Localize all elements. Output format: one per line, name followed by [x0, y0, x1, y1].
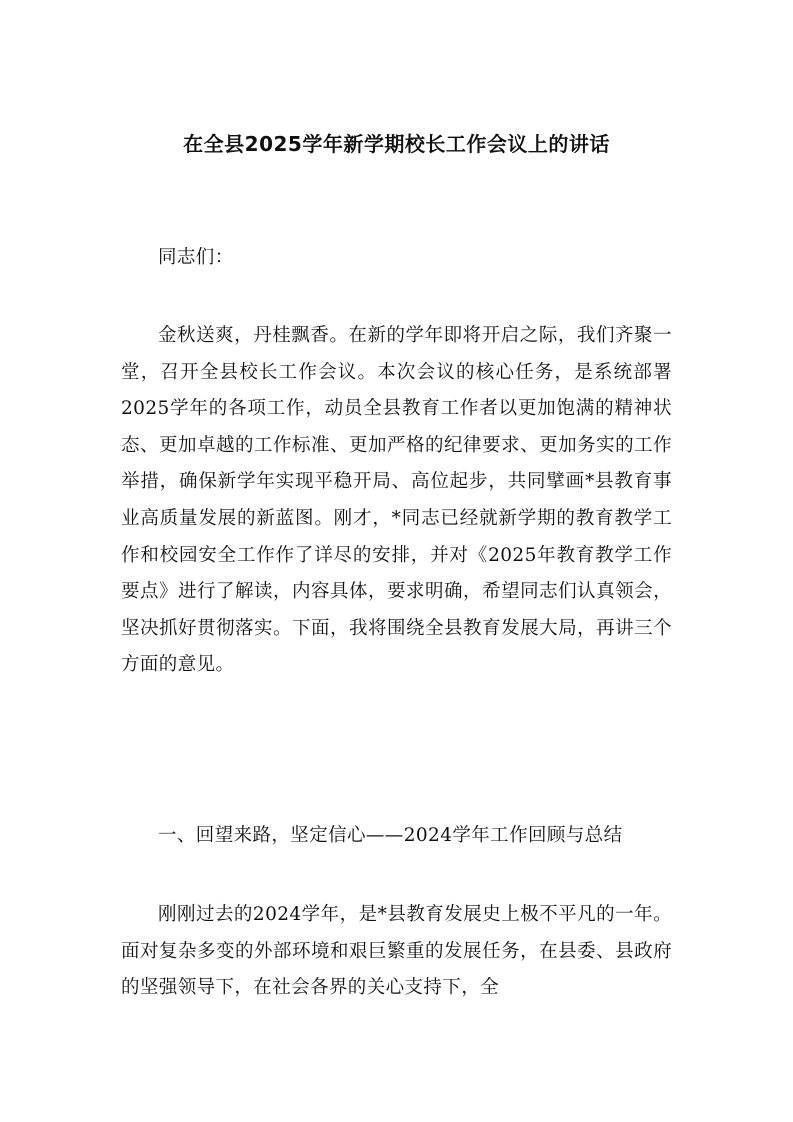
greeting-block	[121, 240, 672, 277]
paragraph-block-2	[121, 897, 672, 1007]
greeting-text: 同志们：	[158, 247, 234, 268]
section-heading-block-1	[121, 818, 672, 855]
paragraph-2: 刚刚过去的2024学年，是*县教育发展史上极不平凡的一年。面对复杂多变的外部环境和艰巨繁重的发展任务，在县委、县政府的坚强领导下，在社会各界的关心支持下，全	[121, 904, 672, 999]
paragraph-1: 金秋送爽，丹桂飘香。在新的学年即将开启之际，我们齐聚一堂，召开全县校长工作会议。本次会议的核心任务，是系统部署2025学年的各项工作，动员全县教育工作者以更加饱满的精神状态、更加卓越的工作标准、更加严格的纪律要求、更加务实的工作举措，确保新学年实现平稳开局、高位起步，共同擘画*县教育事业高质量发展的新蓝图。刚才，*同志已经就新学期的教育教学工作和校园安全工作作了详尽的安排，并对《2025年教育教学工作要点》进行了解读，内容具体，要求明确，希望同志们认真领会，坚决抓好贯彻落实。下面，我将围绕全县教育发展大局，再讲三个方面的意见。	[121, 325, 672, 676]
section-heading-1: 一、回望来路，坚定信心——2024学年工作回顾与总结	[158, 825, 623, 846]
document-title: 在全县2025学年新学期校长工作会议上的讲话	[183, 132, 610, 156]
paragraph-block-1	[121, 318, 672, 684]
